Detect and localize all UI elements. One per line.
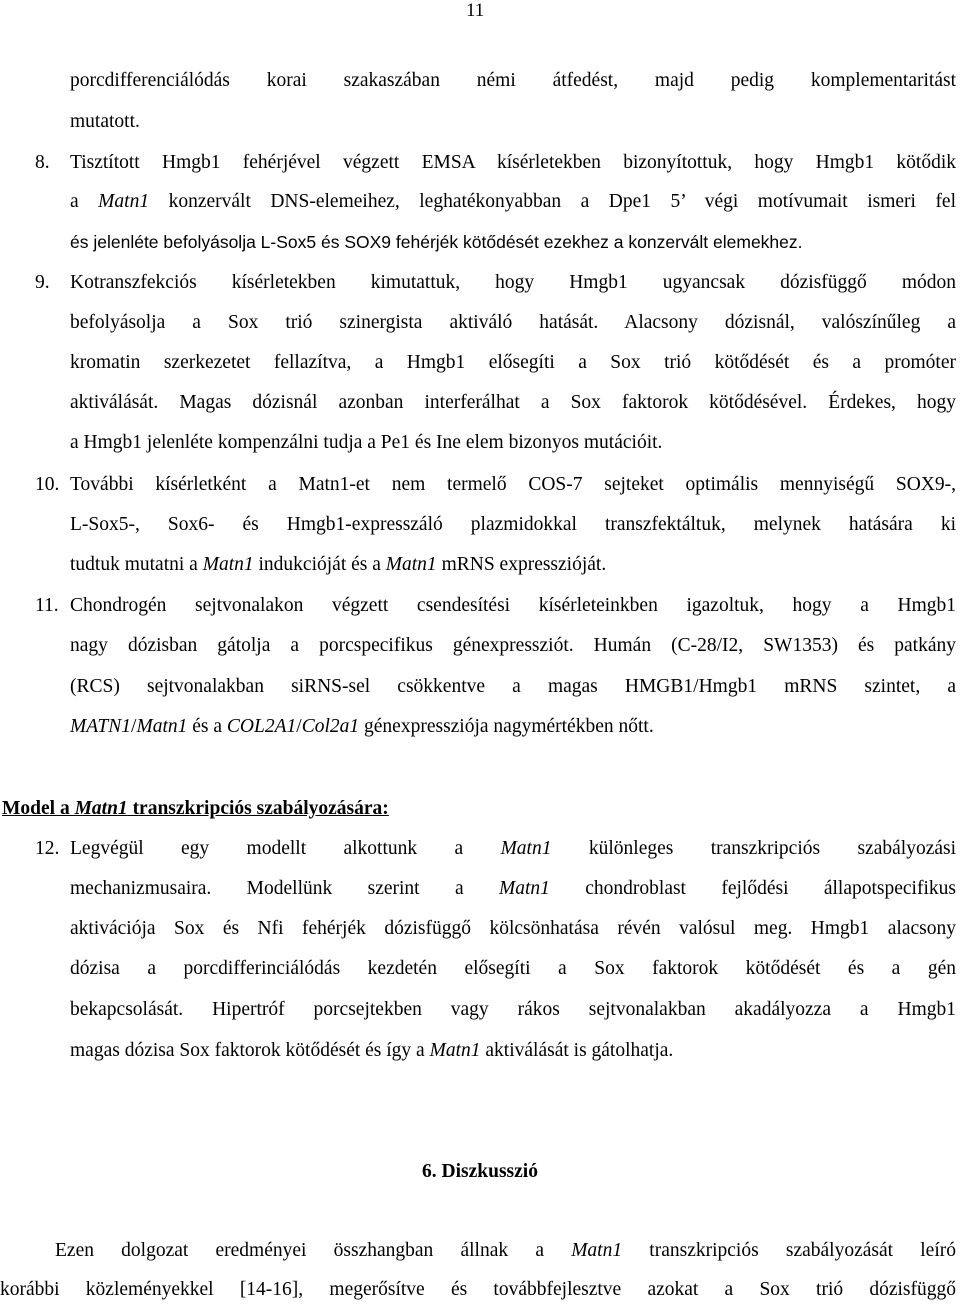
p9-line-4: aktiválását. Magas dózisnál azonban interferálhat a Sox faktorok kötődésével. Érdekes, hogy xyxy=(70,392,956,413)
item-10-number: 10. xyxy=(35,474,60,495)
model-heading: Model a Matn1 transzkripciós szabályozására: xyxy=(2,798,389,819)
p8-line-2: a Matn1 konzervált DNS-elemeihez, leghatékonyabban a Dpe1 5’ végi motívumait ismeri fel xyxy=(70,191,957,212)
p9-line-1: Kotranszfekciós kísérletekben kimutattuk, hogy Hmgb1 ugyancsak dózisfüggő módon xyxy=(70,272,956,293)
p12-line-3: aktivációja Sox és Nfi fehérjék dózisfüggő kölcsönhatása révén valósul meg. Hmgb1 alacsony xyxy=(70,918,956,939)
item-11-number: 11. xyxy=(35,595,59,616)
p11-line-2: nagy dózisban gátolja a porcspecifikus génexpressziót. Humán (C-28/I2, SW1353) és patkány xyxy=(70,635,956,656)
item-8-number: 8. xyxy=(35,152,50,173)
p12-line-1: Legvégül egy modellt alkottunk a Matn1 különleges transzkripciós szabályozási xyxy=(70,838,957,859)
section-title: 6. Diszkusszió xyxy=(422,1161,538,1182)
item-12-number: 12. xyxy=(35,838,60,859)
p8-line-3: és jelenléte befolyásolja L-Sox5 és SOX9 fehérjék kötődését ezekhez a konzervált elemekhez. xyxy=(70,232,803,252)
p8-line-1: Tisztított Hmgb1 fehérjével végzett EMSA kísérletekben bizonyítottuk, hogy Hmgb1 kötődik xyxy=(70,152,956,173)
discussion-line-2: korábbi közleményekkel [14-16], megerősítve és továbbfejlesztve azokat a Sox trió dózisfüggő xyxy=(0,1279,956,1300)
p9-line-2: befolyásolja a Sox trió szinergista aktiváló hatását. Alacsony dózisnál, valószínűleg a xyxy=(70,312,956,333)
p12-line-5: bekapcsolását. Hipertróf porcsejtekben vagy rákos sejtvonalakban akadályozza a Hmgb1 xyxy=(70,999,956,1020)
p11-line-1: Chondrogén sejtvonalakon végzett csendesítési kísérleteinkben igazoltuk, hogy a Hmgb1 xyxy=(70,595,956,616)
p10-line-1: További kísérletként a Matn1-et nem termelő COS-7 sejteket optimális mennyiségű SOX9-, xyxy=(70,474,956,495)
p10-line-3: tudtuk mutatni a Matn1 indukcióját és a Matn1 mRNS expresszióját. xyxy=(70,554,607,575)
discussion-line-1: Ezen dolgozat eredményei összhangban állnak a Matn1 transzkripciós szabályozását leíró xyxy=(55,1240,957,1261)
item-9-number: 9. xyxy=(35,272,50,293)
p12-line-6: magas dózisa Sox faktorok kötődését és így a Matn1 aktiválását is gátolhatja. xyxy=(70,1040,674,1061)
p9-line-5: a Hmgb1 jelenléte kompenzálni tudja a Pe1 és Ine elem bizonyos mutációit. xyxy=(70,432,663,453)
p7-line-2: mutatott. xyxy=(70,111,140,132)
p12-line-2: mechanizmusaira. Modellünk szerint a Matn1 chondroblast fejlődési állapotspecifikus xyxy=(70,878,956,899)
p12-line-4: dózisa a porcdifferinciálódás kezdetén elősegíti a Sox faktorok kötődését és a gén xyxy=(70,958,956,979)
p11-line-3: (RCS) sejtvonalakban siRNS-sel csökkentve a magas HMGB1/Hmgb1 mRNS szintet, a xyxy=(70,676,956,697)
p7-line-1: porcdifferenciálódás korai szakaszában némi átfedést, majd pedig komplementaritást xyxy=(70,70,956,91)
p9-line-3: kromatin szerkezetet fellazítva, a Hmgb1 elősegíti a Sox trió kötődését és a promóter xyxy=(70,352,956,373)
p11-line-4: MATN1/Matn1 és a COL2A1/Col2a1 génexpressziója nagymértékben nőtt. xyxy=(70,716,654,737)
page-number: 11 xyxy=(466,0,485,21)
p10-line-2: L-Sox5-, Sox6- és Hmgb1-expresszáló plazmidokkal transzfektáltuk, melynek hatására ki xyxy=(70,514,956,535)
